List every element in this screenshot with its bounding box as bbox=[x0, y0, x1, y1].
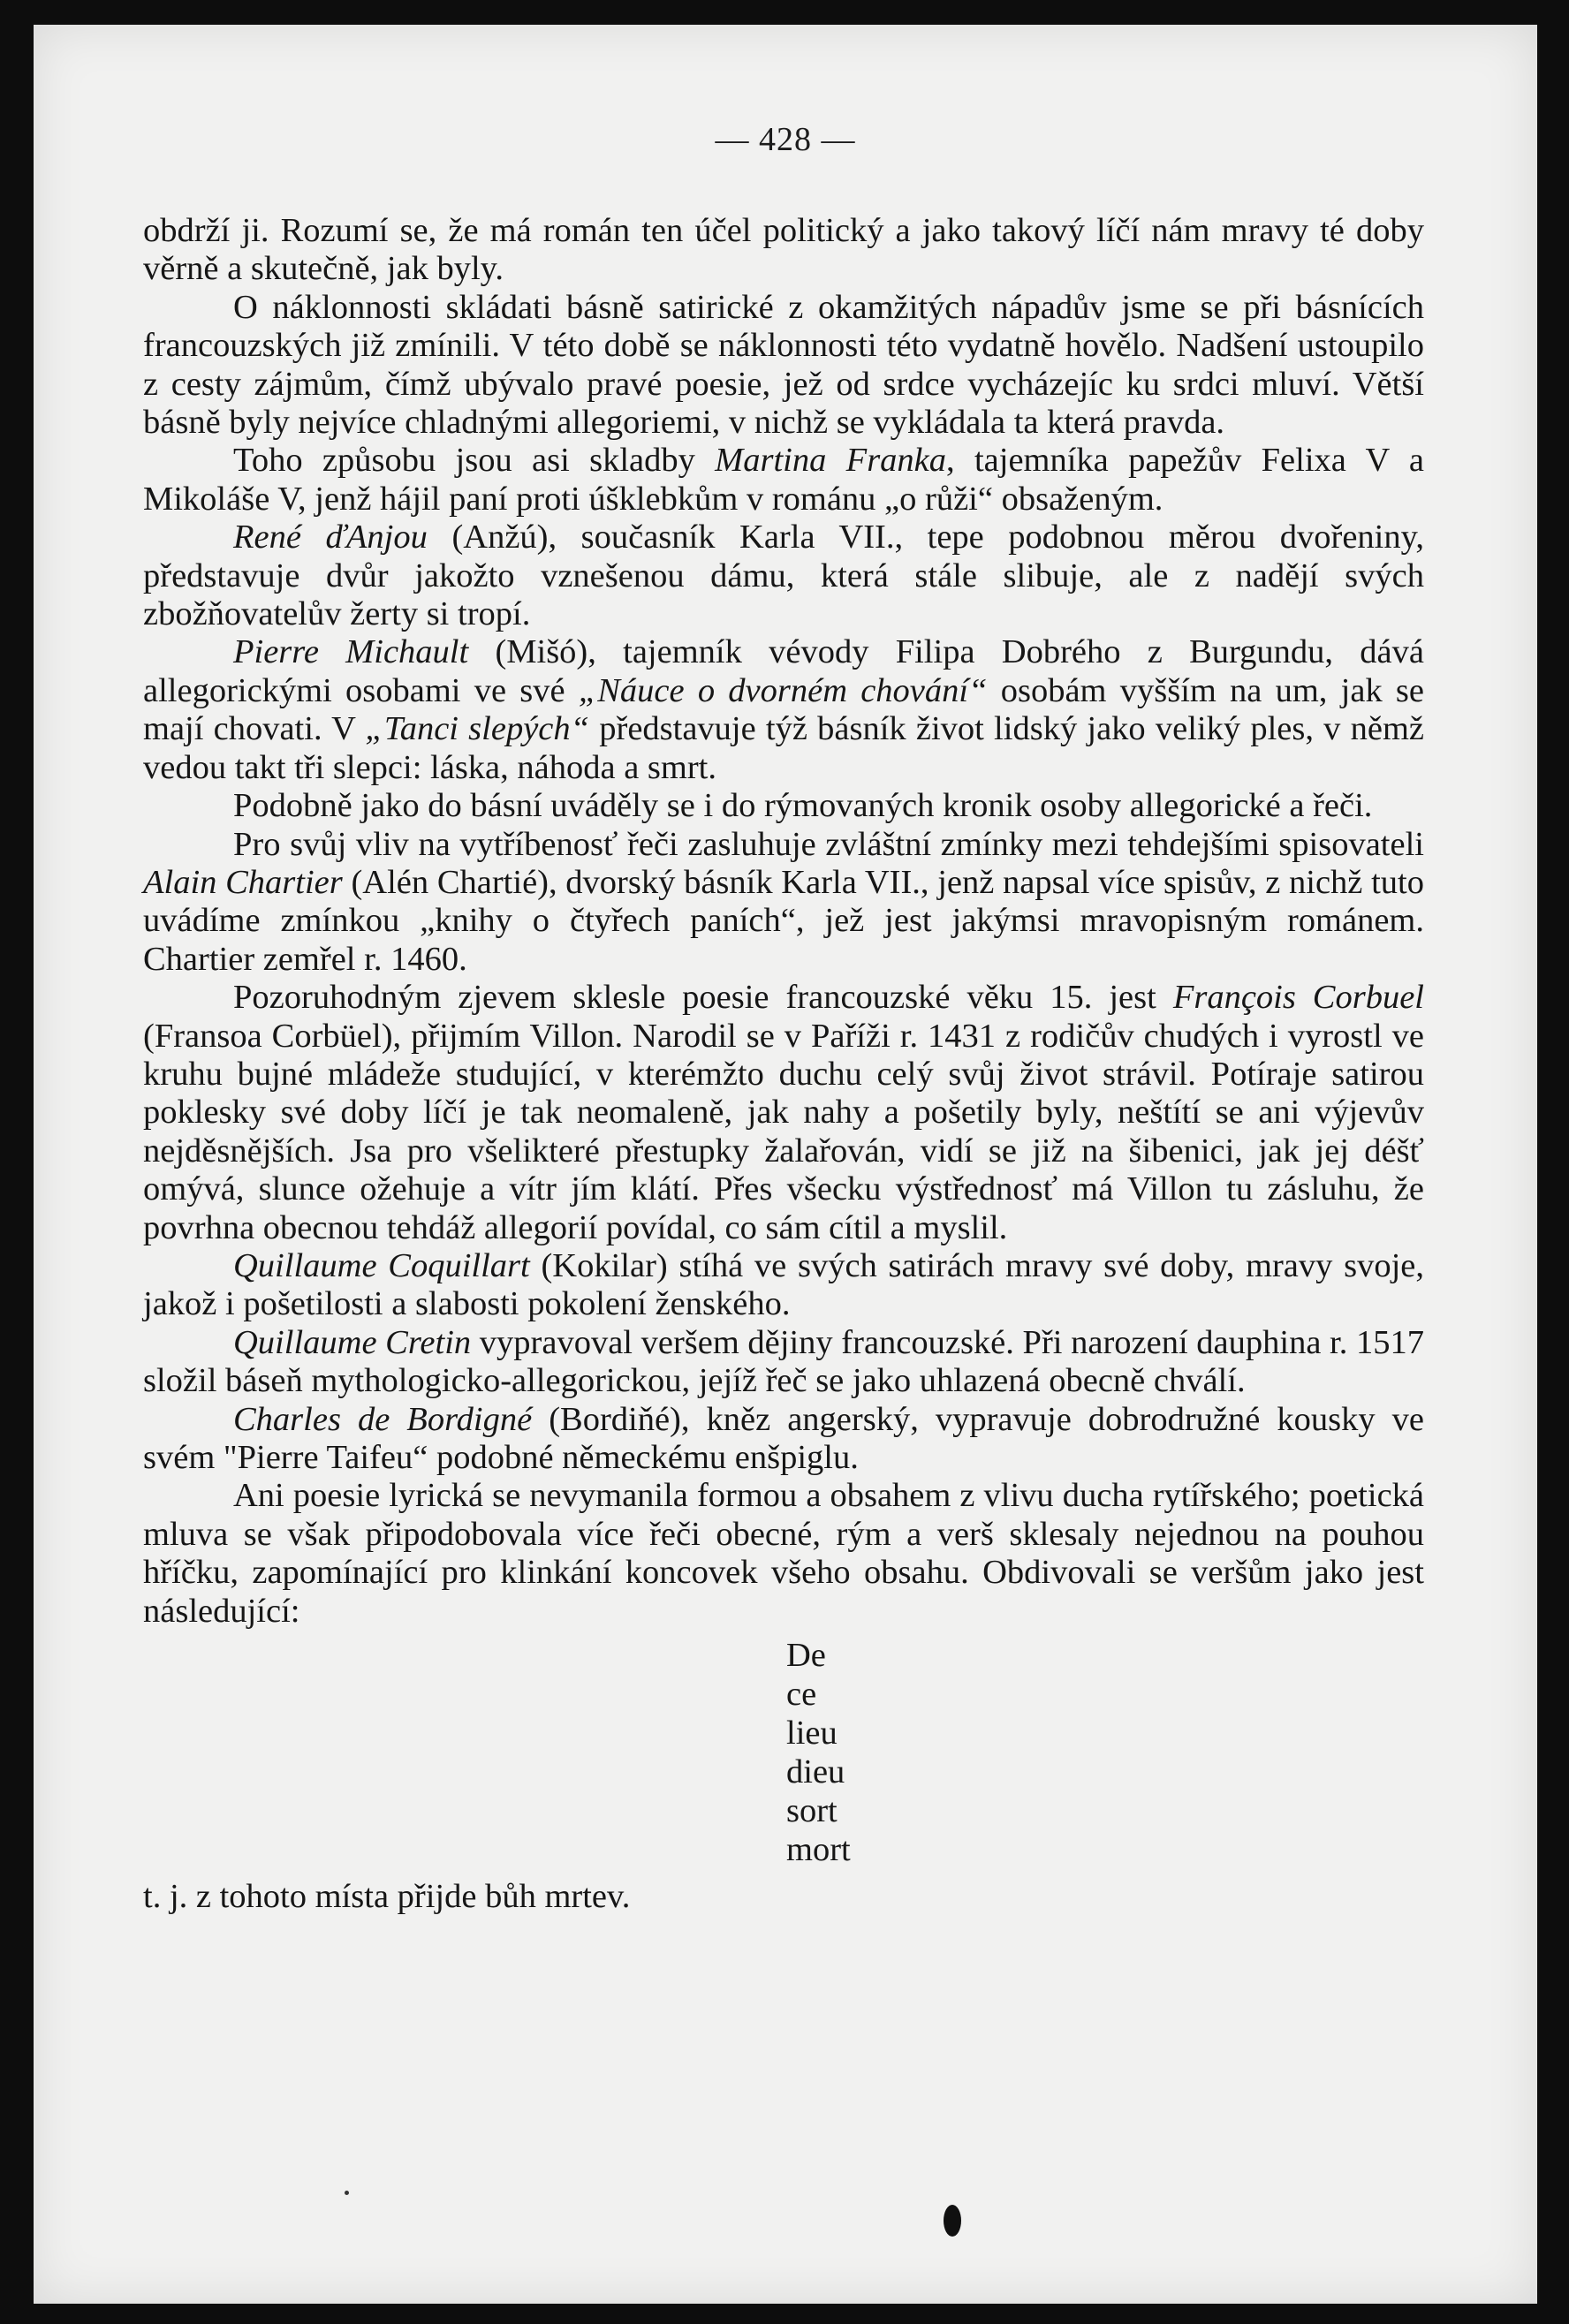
page-body bbox=[143, 212, 1424, 1916]
paragraph bbox=[143, 633, 1424, 787]
text-run: Ani poesie lyrická se nevymanila formou a obsahem z vlivu ducha rytířského; poetická mluva se však připodobovala více řeči obecné, rým a verš sklesaly nejednou na pouhou hříčku, zapomínající pro klinkání koncovek všeho obsahu. Obdivovali se veršům jako jest následující: bbox=[143, 1477, 1424, 1630]
verse-line: mort bbox=[786, 1831, 851, 1869]
ink-blot bbox=[944, 2205, 961, 2237]
text-run: Pozoruhodným zjevem sklesle poesie francouzské věku 15. jest bbox=[233, 979, 1173, 1017]
paragraph bbox=[143, 289, 1424, 443]
text-run: (Mišó), tajemník vévody Filipa Dobrého z Burgundu, dává allegorickými osobami ve své bbox=[143, 633, 1424, 709]
paragraph bbox=[143, 826, 1424, 980]
verse-line: ce bbox=[786, 1676, 817, 1714]
paragraph-list bbox=[143, 212, 1424, 1631]
italic-name: François Corbuel bbox=[1172, 979, 1425, 1017]
text-run: (Fransoa Corbüel), přijmím Villon. Narodil se v Paříži r. 1431 z rodičův chudých i vyrostl ve kruhu bujné mládeže studující, v kterémžto duchu celý svůj život strávil. Potíraje satirou poklesky své doby líčí je tak neomaleně, jak nahy a pošetily byly, neštítí se ani výjevův nejděsnějších. Jsa pro všelikteré přestupky žalařován, vidí se již na šibenici, jak jej déšť omývá, slunce ožehuje a vítr jím klátí. Přes všecku výstřednosť má Villon tu zásluhu, že povrhna obecnou tehdáž allegorií povídal, co sám cítil a myslil. bbox=[143, 1017, 1424, 1246]
paragraph bbox=[143, 1247, 1424, 1324]
paragraph bbox=[143, 1401, 1424, 1478]
text-run: (Anžú), současník Karla VII., tepe podobnou měrou dvořeniny, představuje dvůr jakožto vznešenou dámu, která stále slibuje, ale z nadějí svých zbožňovatelův žerty si tropí. bbox=[143, 519, 1424, 633]
page-number: — 428 — bbox=[715, 121, 856, 158]
ink-dot bbox=[345, 2191, 349, 2195]
verse-translation: t. j. z tohoto místa přijde bůh mrtev. bbox=[143, 1878, 631, 1916]
text-run: O náklonnosti skládati básně satirické z okamžitých nápadův jsme se při básnících francouzských již zmínili. V této době se náklonnosti této vydatně hovělo. Nadšení ustoupilo z cesty zájmům, čímž ubývalo pravé poesie, jež od srdce vycházejíc ku srdci mluví. Větší básně byly nejvíce chladnými allegoriemi, v nichž se vykládala ta která pravda. bbox=[143, 288, 1424, 442]
text-run: (Alén Chartié), dvorský básník Karla VII., jenž napsal více spisův, z nichž tuto uvádíme zmínkou „knihy o čtyřech paních“, jež jest jakýmsi mravopisným románem. Chartier zemřel r. 1460. bbox=[143, 863, 1424, 978]
book-page bbox=[34, 25, 1537, 2304]
italic-name: René ďAnjou bbox=[233, 519, 428, 556]
italic-name: Quillaume Cretin bbox=[233, 1323, 472, 1361]
text-run: vypravoval veršem dějiny francouzské. Při narození dauphina r. 1517 složil báseň mythologicko-allegorickou, jejíž řeč se jako uhlazená obecně chválí. bbox=[143, 1323, 1425, 1400]
verse-line: sort bbox=[786, 1792, 838, 1830]
italic-name: „Náuce o dvorném chování“ bbox=[578, 671, 988, 709]
italic-name: Martina Franka bbox=[715, 442, 947, 480]
text-run: osobám vyšším na um, jak se mají chovati. V bbox=[143, 671, 1424, 748]
italic-name: Pierre Michault bbox=[233, 633, 469, 671]
paragraph bbox=[143, 519, 1424, 633]
verse-line: De bbox=[786, 1637, 826, 1675]
text-run: obdrží ji. Rozumí se, že má román ten účel politický a jako takový líčí nám mravy té doby věrně a skutečně, jak byly. bbox=[143, 212, 1424, 288]
text-run: Podobně jako do básní uváděly se i do rýmovaných kronik osoby allegorické a řeči. bbox=[233, 787, 1373, 825]
text-run: (Bordiňé), kněz angerský, vypravuje dobrodružné kousky ve svém "Pierre Taifeu“ podobné německému enšpiglu. bbox=[143, 1400, 1424, 1476]
text-run: Toho způsobu jsou asi skladby bbox=[233, 442, 716, 480]
paragraph bbox=[143, 442, 1424, 519]
paragraph bbox=[143, 787, 1424, 825]
text-run: , tajemníka papežův Felixa V a Mikoláše V, jenž hájil paní proti úšklebkům v románu „o růži“ obsaženým. bbox=[143, 442, 1425, 518]
text-run: Pro svůj vliv na vytříbenosť řeči zasluhuje zvláštní zmínky mezi tehdejšími spisovateli bbox=[233, 825, 1424, 863]
quoted-verse bbox=[143, 1636, 1424, 1869]
paragraph bbox=[143, 1324, 1424, 1401]
italic-name: Charles de Bordigné bbox=[233, 1400, 533, 1438]
paragraph bbox=[143, 979, 1424, 1247]
verse-line: lieu bbox=[786, 1715, 838, 1752]
paragraph bbox=[143, 1477, 1424, 1631]
italic-name: Alain Chartier bbox=[143, 863, 343, 901]
italic-name: „Tanci slepých“ bbox=[365, 710, 590, 748]
text-run: představuje týž básník život lidský jako veliký ples, v němž vedou takt tři slepci: láska, náhoda a smrt. bbox=[143, 710, 1424, 786]
paragraph bbox=[143, 212, 1424, 289]
italic-name: Quillaume Coquillart bbox=[233, 1246, 530, 1284]
text-run: (Kokilar) stíhá ve svých satirách mravy své doby, mravy svoje, jakož i pošetilosti a slabosti pokolení ženského. bbox=[143, 1246, 1425, 1323]
verse-line: dieu bbox=[786, 1753, 845, 1791]
